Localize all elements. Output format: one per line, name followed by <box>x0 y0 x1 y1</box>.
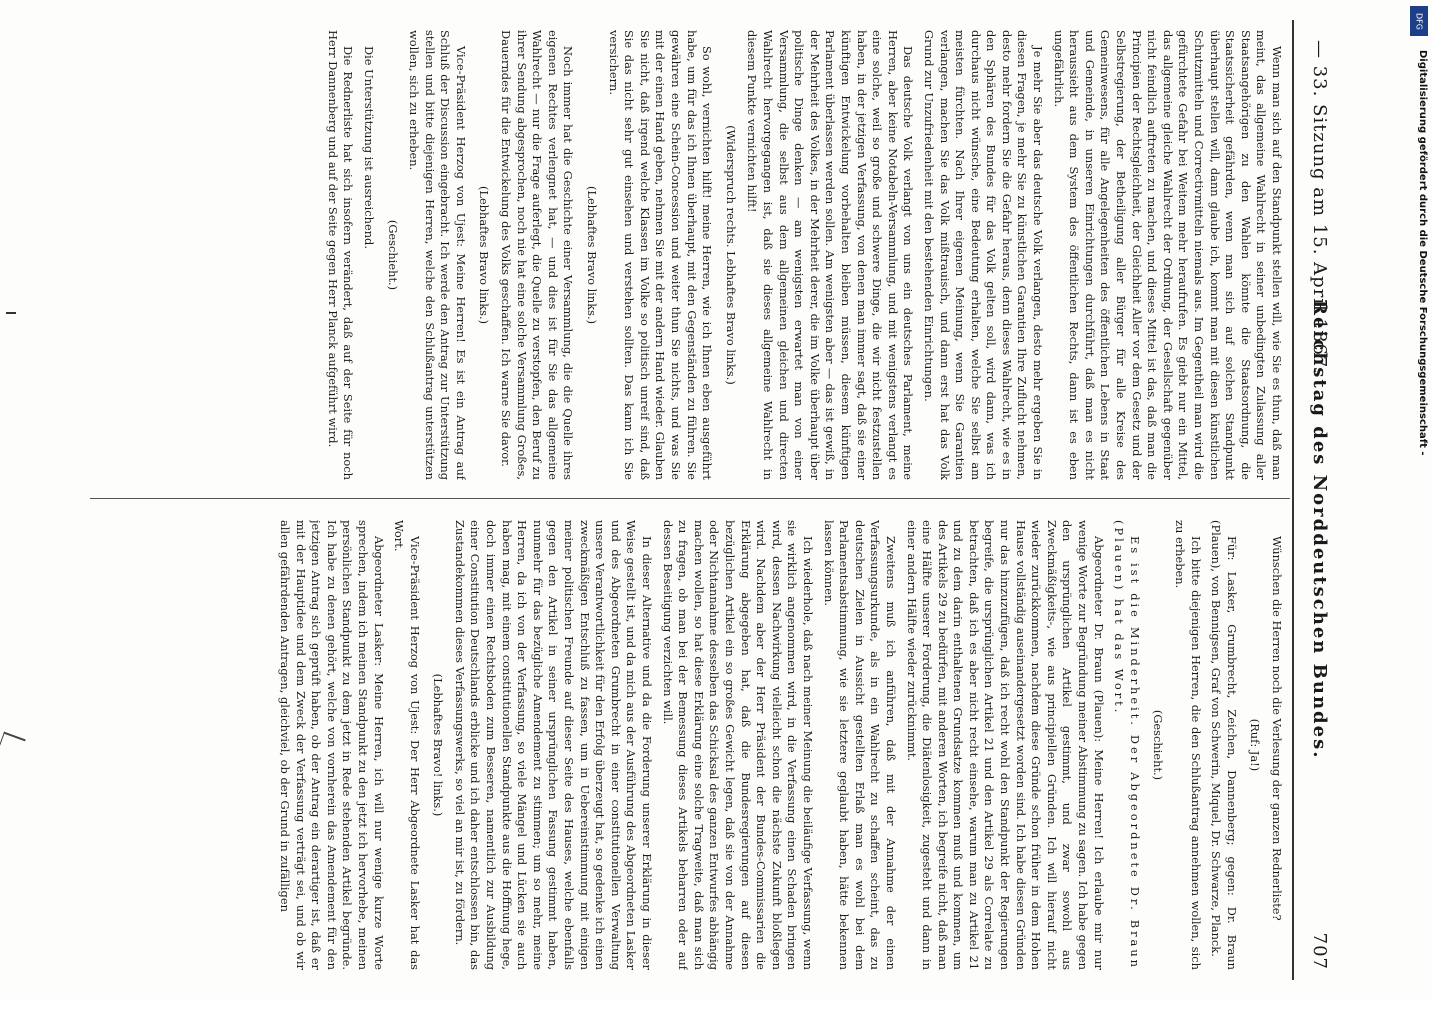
paragraph: Ich bitte diejenigen Herren, die den Schlußantrag annehmen wollen, sich zu erheben. <box>1173 520 1203 970</box>
speaker-list: Für: Lasker, Grumbrecht, Zeichen, Dannenberg; gegen: Dr. Braun (Plauen), von Bennigsen, Graf von Schwerin, Miquel, Dr. Schwarze, Planck. <box>1209 520 1239 970</box>
paragraph: Wünschen die Herren noch die Verlesung der ganzen Rednerliste? <box>1270 536 1284 921</box>
paragraph: So wohl, vernichten hilft! meine Herren, wie ich Ihnen eben ausgeführt habe, um für das ich Ihnen überhaupt, mit den Gegenständen zu führen. Sie gewähren eine Schein-Concession und weiter thun Sie nichts, und was Sie mit der einen Hand geben, nehmen Sie mit der andern Hand wieder. Glauben Sie nicht, daß irgend welche Klassen im Volke so politisch unreif sind, daß Sie das nicht sehr gut einsehen und verstehen sollten. Das kann ich Sie versichern. <box>606 30 715 480</box>
interjection: (Lebhaftes Bravo links.) <box>585 185 600 325</box>
paragraph: Vice-Präsident Herzog von Ujest: Meine Herren! Es ist ein Antrag auf Schluß der Discussion eingebracht. Ich werde den Antrag zur Unterstützung stellen und bitte diejenigen Herren, welche den Schlußantrag unterstützen wollen, sich zu erheben. <box>407 30 468 480</box>
session-header: — 33. Sitzung am 15. April 1867. <box>1309 40 1330 376</box>
interjection: (Lebhaftes Bravo! links.) <box>431 673 446 817</box>
paragraph: Vice-Präsident Herzog von Ujest: Der Herr Abgeordnete Lasker hat das Wort. <box>392 520 422 970</box>
paragraph: Zweitens muß ich anführen, daß mit der Annahme der einen Verfassungsurkunde, als in ein Wahlrecht zu schaffen scheint, das zu deutschen Zielen in Aussicht gestellten Erlaß man es wohl bei dem Parlamentsabstimmung, wie sie letztere geglaubt haben, hätte bekennen lassen können. <box>821 520 898 970</box>
digitization-credit <box>1408 10 1430 990</box>
header-rule <box>1292 20 1294 980</box>
right-column <box>54 520 1284 970</box>
margin-mark <box>0 732 26 759</box>
interjection: (Geschieht.) <box>1151 709 1166 781</box>
paragraph: Das deutsche Volk verlangt von uns ein deutsches Parlament, meine Herren, aber keine Notabeln-Versammlung, und mit wenigstens verlangt es eine solche, weil so große und schwere Dinge, die wir nicht festzustellen haben, in der jetzigen Verfassung, von denen man immer sagt, daß sie einer künftigen Entwickelung vorbehalten bleiben müssen, diesem künftigen Parlament überlassen werden sollen. Am wenigsten aber — das ist gewiß, in der Mehrheit des Volkes, in der Mehrheit derer, die im Volke überhaupt über politische Dinge denken — am wenigsten erwartet man von einer Versammlung, die selbst aus dem allgemeinen gleichen und directen Wahlrecht hervorgegangen ist, daß sie dieses allgemeine Wahlrecht in diesem Punkte vernichten hilft! <box>745 30 916 480</box>
paragraph: Noch immer hat die Geschichte einer Versammlung, die die Quelle ihres eigenen Rechtes verlengnet hat, — und dies ist für Sie das allgemeine Wahlrecht — nur die Frage auferlegt, die Quelle zu verstopfen, den Beruf zu ihrer Sendung abgesprochen, noch nie hat eine solche Versammlung Großes, Dauerndes für die Entwickelung des Volks geschaffen. Ich warne Sie davor. <box>499 30 576 480</box>
paragraph: Die Rednerliste hat sich insofern verändert, daß auf der Seite für noch Herr Dannenberg und auf der Seite gegen Herr Planck aufgeführt wird. <box>325 30 356 480</box>
interjection: (Widerspruch rechts. Lebhaftes Bravo links.) <box>723 125 738 385</box>
rotated-page <box>50 0 1380 1000</box>
page-title: Reichstag des Norddeutschen Bundes. <box>1309 300 1330 760</box>
paragraph: Die Unterstützung ist ausreichend. <box>361 46 376 249</box>
margin-mark <box>6 312 16 314</box>
page-number: 707 <box>1309 932 1330 970</box>
column-divider <box>90 498 1290 499</box>
paragraph: Es ist die Minderheit. Der Abgeordnete Dr. Braun (Plauen) hat das Wort. <box>1112 520 1142 970</box>
running-head <box>1298 0 1338 1000</box>
paragraph: Abgeordneter Lasker: Meine Herren, ich will nur wenige kurze Worte sprechen, indem ich meinen Standpunkt zu den jetzt ich hervorhebe, meinen persönlichen Standpunkt zu dem jetzt in Rede stehenden Artikel begründe. Ich habe zu denen gehört, welche von vornherein das Amendement für den jetzigen Antrag sich geprüft haben, ob der Antrag ein derartiger ist, daß er mit der Hauptidee und dem Zweck der Verfassung verträgt sei, und ob wir allen gefährdenden Antragen, gleichviel, ob der Grund in zufälligen <box>277 520 386 970</box>
paragraph: Abgeordneter Dr. Braun (Plauen): Meine Herren! Ich erlaube mir nur wenige Worte zur Begründung meiner Abstimmung zu sagen. Ich habe gegen den ursprünglichen Artikel gestimmt, und zwar sowohl aus Zweckmäßigkeits-, wie aus principiellen Gründen. Ich will hierauf nicht wieder zurückkommen, nachdem diese Gründe schon früher in dem Hohen Hause vollständig auseinandergesetzt worden sind. Ich habe diesen Gründen nur das hinzuzufügen, daß ich recht wohl den Standpunkt der Regierungen begreife, die ursprünglichen Artikel 21 und den Artikel 29 als Correlate zu betrachten, daß ich es aber nicht recht einsehe, warum man zu Artikel 21 und zu dem darin enthaltenen Grundsatze kommen muß und kommen, um des Artikels 29 zu bedürfen, mit anderen Worten, ich begreife nicht, daß man eine Hälfte unserer Forderung, die Diätenlosigkeit, zugesteht und dann in einer andern Hälfte wieder zurücknimmt. <box>904 520 1106 970</box>
interjection: (Ruf: Ja!) <box>1248 718 1263 772</box>
paragraph: Ich wiederhole, daß nach meiner Meinung die beiläufige Verfassung, wenn sie wirklich angenommen wird, in die Verfassung einen Schaden bringen wird, dessen Nachwirkung vielleicht schon die nächste Zukunft bloßlegen wird. Nachdem aber der Herr Präsident der Bundes-Commissarien die Erklärung abgegeben hat, daß die Bundesregierungen auf diesen bezüglichen Artikel ein so großes Gewicht legen, daß sie von der Annahme oder Nichtannahme desselben das Schicksal des ganzen Entwurfes abhängig machen wollen, so hat diese Erklärung eine solche Tragweite, daß man sich zu fragen, ob man bei der Bemessung dieses Artikels beharren oder auf dessen Beseitigung verzichten will. <box>660 520 815 970</box>
interjection: (Lebhaftes Bravo links.) <box>477 185 492 325</box>
paragraph: Wenn man sich auf den Standpunkt stellen will, wie Sie es thun, daß man meint, das allgemeine Wahlrecht in seiner unbedingten Zulassung aller Staatsangehörigen zu den Wahlen könnte die Staatsordnung, die Staatssicherheit gefährden, wenn man sich auf solchen Standpunkt überhaupt stellen will, dann glaube ich, kommt man mit diesen künstlichen Schutzmitteln und Correctivmitteln niemals aus. Im Gegentheil man wird die gefürchtete Gefahr bei Weitem mehr heraufrufen. Es giebt nur ein Mittel, das allgemeine gleiche Wahlrecht der Ordnung, der Gesellschaft gegenüber nicht feindlich auftreten zu machen, und dieses Mittel ist das, daß man die Principien der Rechtsgleichheit, der Gleichheit Aller vor dem Gesetz und der Selbstregierung, der Betheiligung aller Bürger für alle Kreise des Gemeinwesens, für alle Angelegenheiten des öffentlichen Lebens in Staat und Gemeinde, in unseren Einrichtungen durchführt, daß man es nicht heraussieht aus dem System des öffentlichen Rechts, dann ist es eben ungefährlich. <box>1051 30 1284 480</box>
paragraph: In dieser Alternative und da die Forderung unserer Erklärung in dieser Weise gestellt ist, und da mich aus der Ausführung des Abgeordneten Lasker und des Abgeordneten Grumbrecht in einer constitutionellen Verwaltung unsere Verantwortlichkeit für den Erfolg überzeugt hat, so gedenke ich einen zweckmäßigen Entschluß zu fassen, um in Uebereinstimmung mit einigen meiner politischen Freunde auf dieser Seite des Hauses, welche ebenfalls gegen den Artikel in seiner ursprünglichen Fassung gestimmt haben, nunmehr für das bezügliche Amendement zu stimmen; um so mehr, meine Herren, da ich von der Verfassung, so viele Mängel und Lücken sie auch haben mag, mit einem constitutionellen Standpunkte aus die Hoffnung hege, doch immer einen Rechtsboden zum Besseren, namentlich zur Ausbildung einer Constitution Deutschlands erblicke und ich daher entschlossen bin, das Zustandekommen dieses Verfassungswerks, so viel an mir ist, zu fördern. <box>452 520 655 970</box>
dfg-logo: DFG <box>1410 6 1428 36</box>
credit-text: Digitalisierung gefördert durch die Deutsche Forschungsgemeinschaft - <box>1417 50 1428 456</box>
interjection: (Geschieht.) <box>385 219 400 291</box>
left-column <box>54 30 1284 480</box>
paragraph: Je mehr Sie aber das deutsche Volk verlangen, desto mehr ergeben Sie in diesen Fragen, je mehr Sie zu künstlichen Garantien Ihre Zuflucht nehmen, desto mehr fordern Sie die Gefahr heraus, denn dieses Wahlrecht, wie es in den Sphären des Bundes für das Volk gelten soll, wird dann, was ich durchaus nicht wünsche, eine Bedeutung erhalten, welche Sie selbst am meisten fürchten. Nach Ihrer eigenen Meinung, wenn Sie Garantien verlangen, machen Sie das Volk mißtrauisch, und dann erst hat das Volk Grund zur Unzufriedenheit mit den bestehenden Einrichtungen. <box>921 30 1046 480</box>
